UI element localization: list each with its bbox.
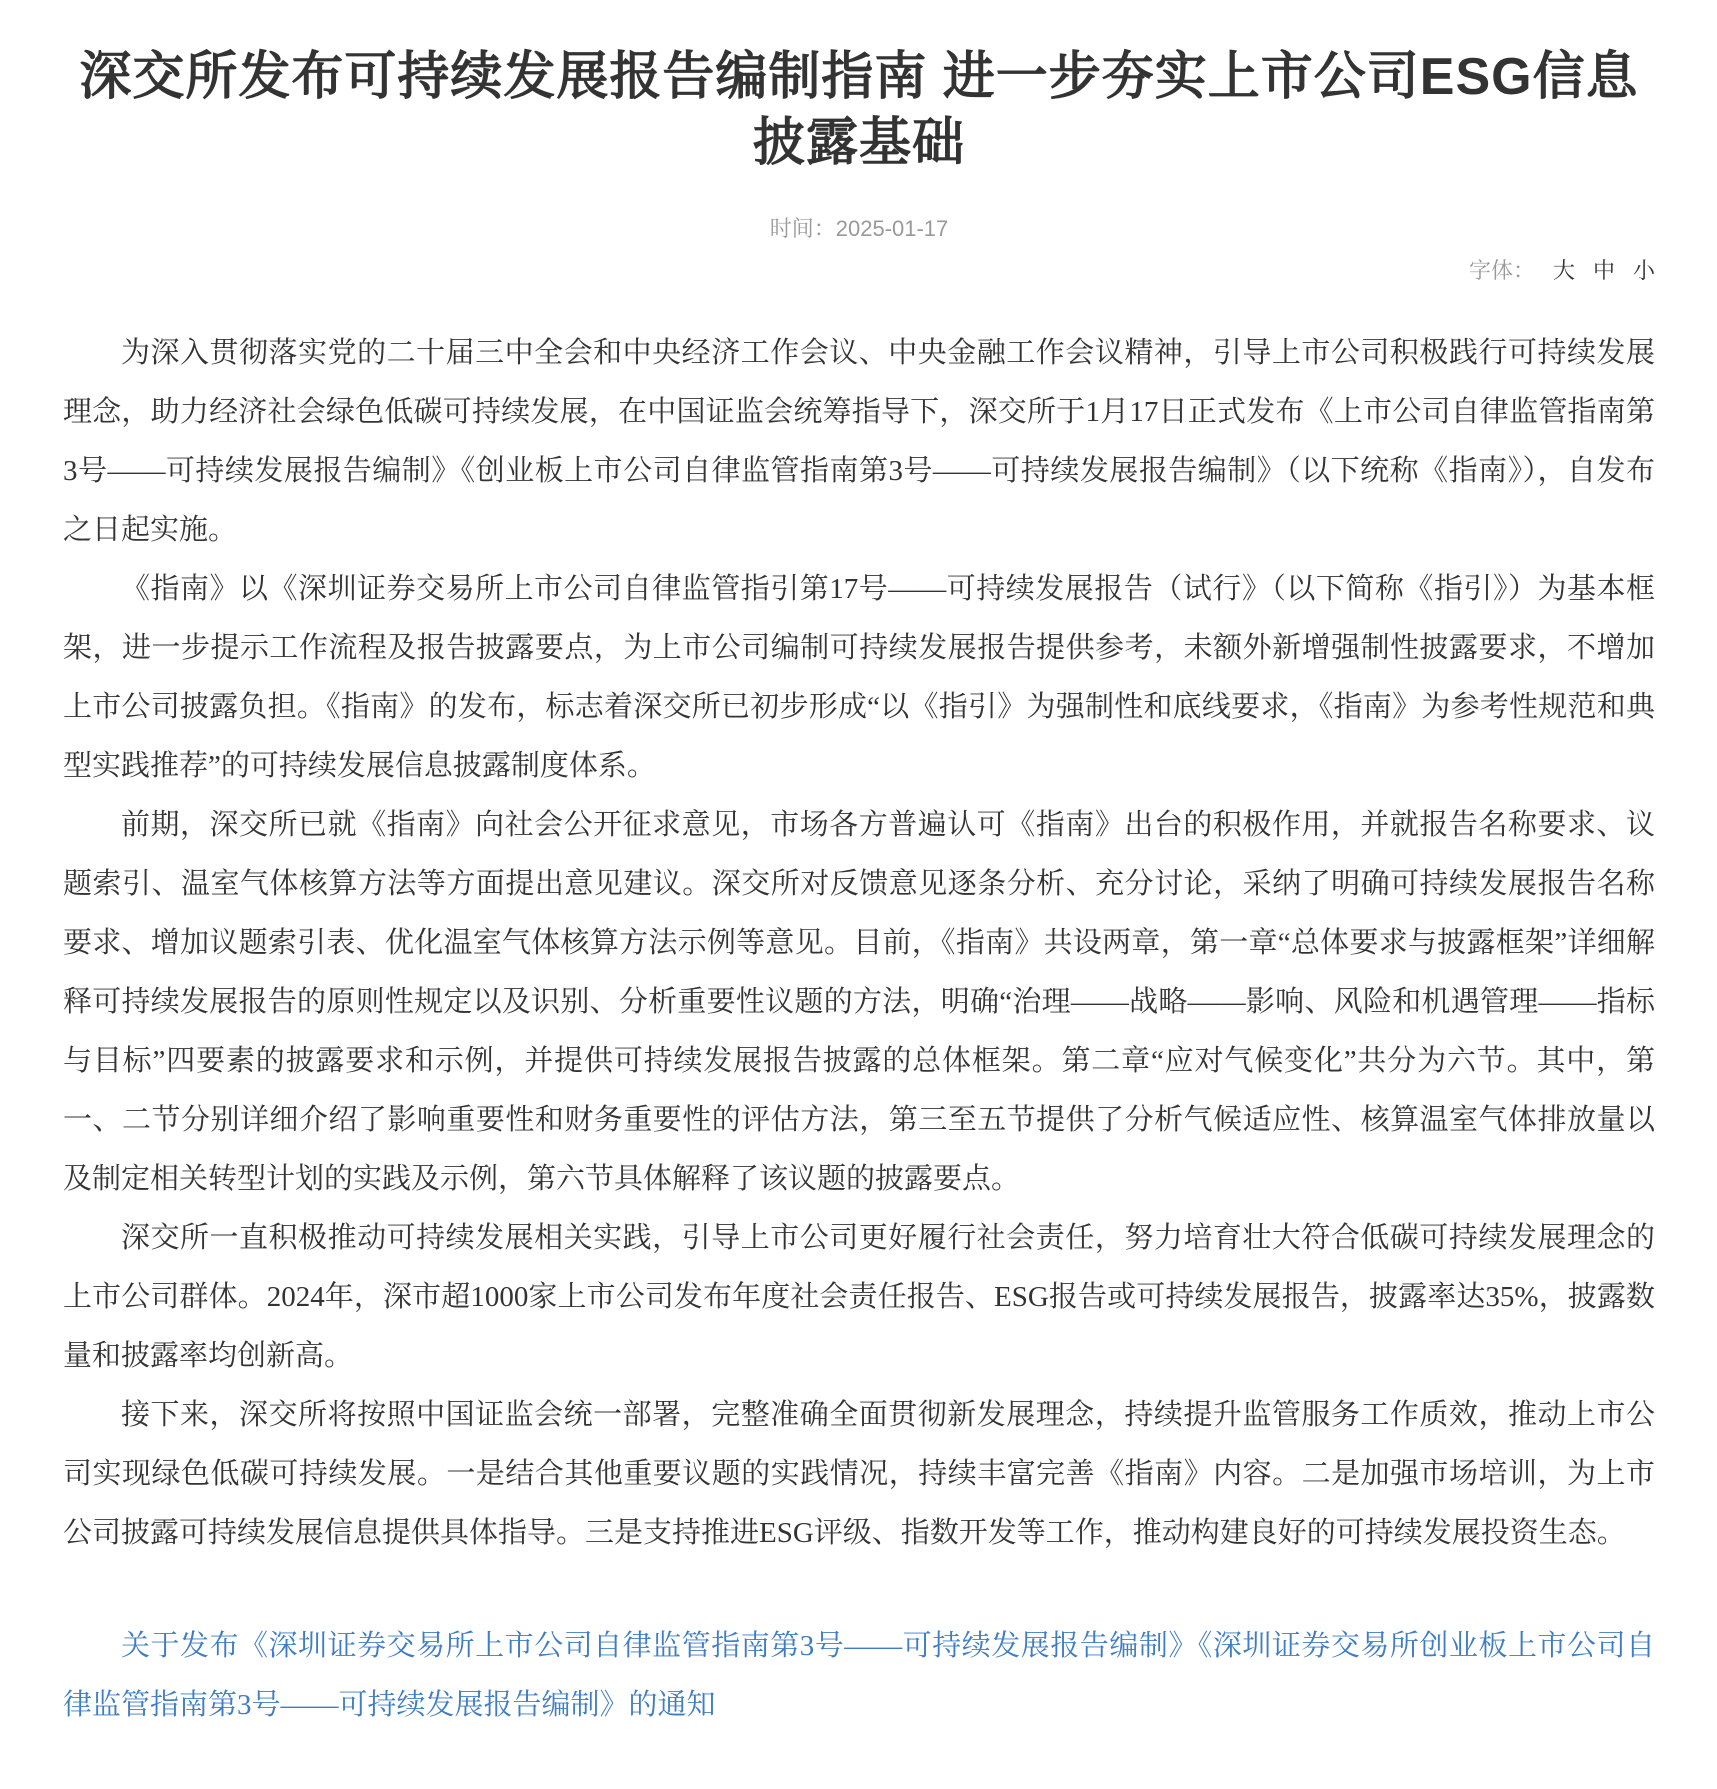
font-size-small-button[interactable]: 小: [1632, 258, 1655, 283]
paragraph-5: 接下来，深交所将按照中国证监会统一部署，完整准确全面贯彻新发展理念，持续提升监管服务工作质效，推动上市公司实现绿色低碳可持续发展。一是结合其他重要议题的实践情况，持续丰富完善《指南》内容。二是加强市场培训，为上市公司披露可持续发展信息提供具体指导。三是支持推进ESG评级、指数开发等工作，推动构建良好的可持续发展投资生态。: [63, 1399, 1655, 1549]
article-page: [0, 44, 1717, 1765]
paragraph-3: 前期，深交所已就《指南》向社会公开征求意见，市场各方普遍认可《指南》出台的积极作用，并就报告名称要求、议题索引、温室气体核算方法等方面提出意见建议。深交所对反馈意见逐条分析、充分讨论，采纳了明确可持续发展报告名称要求、增加议题索引表、优化温室气体核算方法示例等意见。目前，《指南》共设两章，第一章“总体要求与披露框架”详细解释可持续发展报告的原则性规定以及识别、分析重要性议题的方法，明确“治理——战略——影响、风险和机遇管理——指标与目标”四要素的披露要求和示例，并提供可持续发展报告披露的总体框架。第二章“应对气候变化”共分为六节。其中，第一、二节分别详细介绍了影响重要性和财务重要性的评估方法，第三至五节提供了分析气候适应性、核算温室气体排放量以及制定相关转型计划的实践及示例，第六节具体解释了该议题的披露要点。: [63, 809, 1655, 1195]
font-size-medium-button[interactable]: 中: [1592, 258, 1615, 283]
notice-link[interactable]: 关于发布《深圳证券交易所上市公司自律监管指南第3号——可持续发展报告编制》《深圳证券交易所创业板上市公司自律监管指南第3号——可持续发展报告编制》的通知: [63, 1630, 1655, 1721]
page-title: 深交所发布可持续发展报告编制指南 进一步夯实上市公司ESG信息披露基础: [79, 48, 1639, 172]
paragraph-2: 《指南》以《深圳证券交易所上市公司自律监管指引第17号——可持续发展报告（试行》（以下简称《指引》）为基本框架，进一步提示工作流程及报告披露要点，为上市公司编制可持续发展报告提供参考，未额外新增强制性披露要求，不增加上市公司披露负担。《指南》的发布，标志着深交所已初步形成“以《指引》为强制性和底线要求，《指南》为参考性规范和典型实践推荐”的可持续发展信息披露制度体系。: [63, 573, 1655, 782]
paragraph-4: 深交所一直积极推动可持续发展相关实践，引导上市公司更好履行社会责任，努力培育壮大符合低碳可持续发展理念的上市公司群体。2024年，深市超1000家上市公司发布年度社会责任报告、ESG报告或可持续发展报告，披露率达35%，披露数量和披露率均创新高。: [63, 1222, 1655, 1372]
publish-time-value: 2025-01-17: [835, 216, 949, 241]
article-body: [63, 324, 1655, 1735]
publish-time-row: [63, 214, 1655, 244]
notice-paragraph: [63, 1617, 1655, 1735]
paragraph-1: 为深入贯彻落实党的二十届三中全会和中央经济工作会议、中央金融工作会议精神，引导上市公司积极践行可持续发展理念，助力经济社会绿色低碳可持续发展，在中国证监会统筹指导下，深交所于1月17日正式发布《上市公司自律监管指南第3号——可持续发展报告编制》《创业板上市公司自律监管指南第3号——可持续发展报告编制》（以下统称《指南》），自发布之日起实施。: [63, 337, 1655, 546]
publish-time-label: 时间：: [769, 216, 836, 241]
font-size-control: [63, 256, 1655, 286]
font-size-large-button[interactable]: 大: [1552, 258, 1575, 283]
font-size-label: 字体：: [1468, 258, 1535, 283]
